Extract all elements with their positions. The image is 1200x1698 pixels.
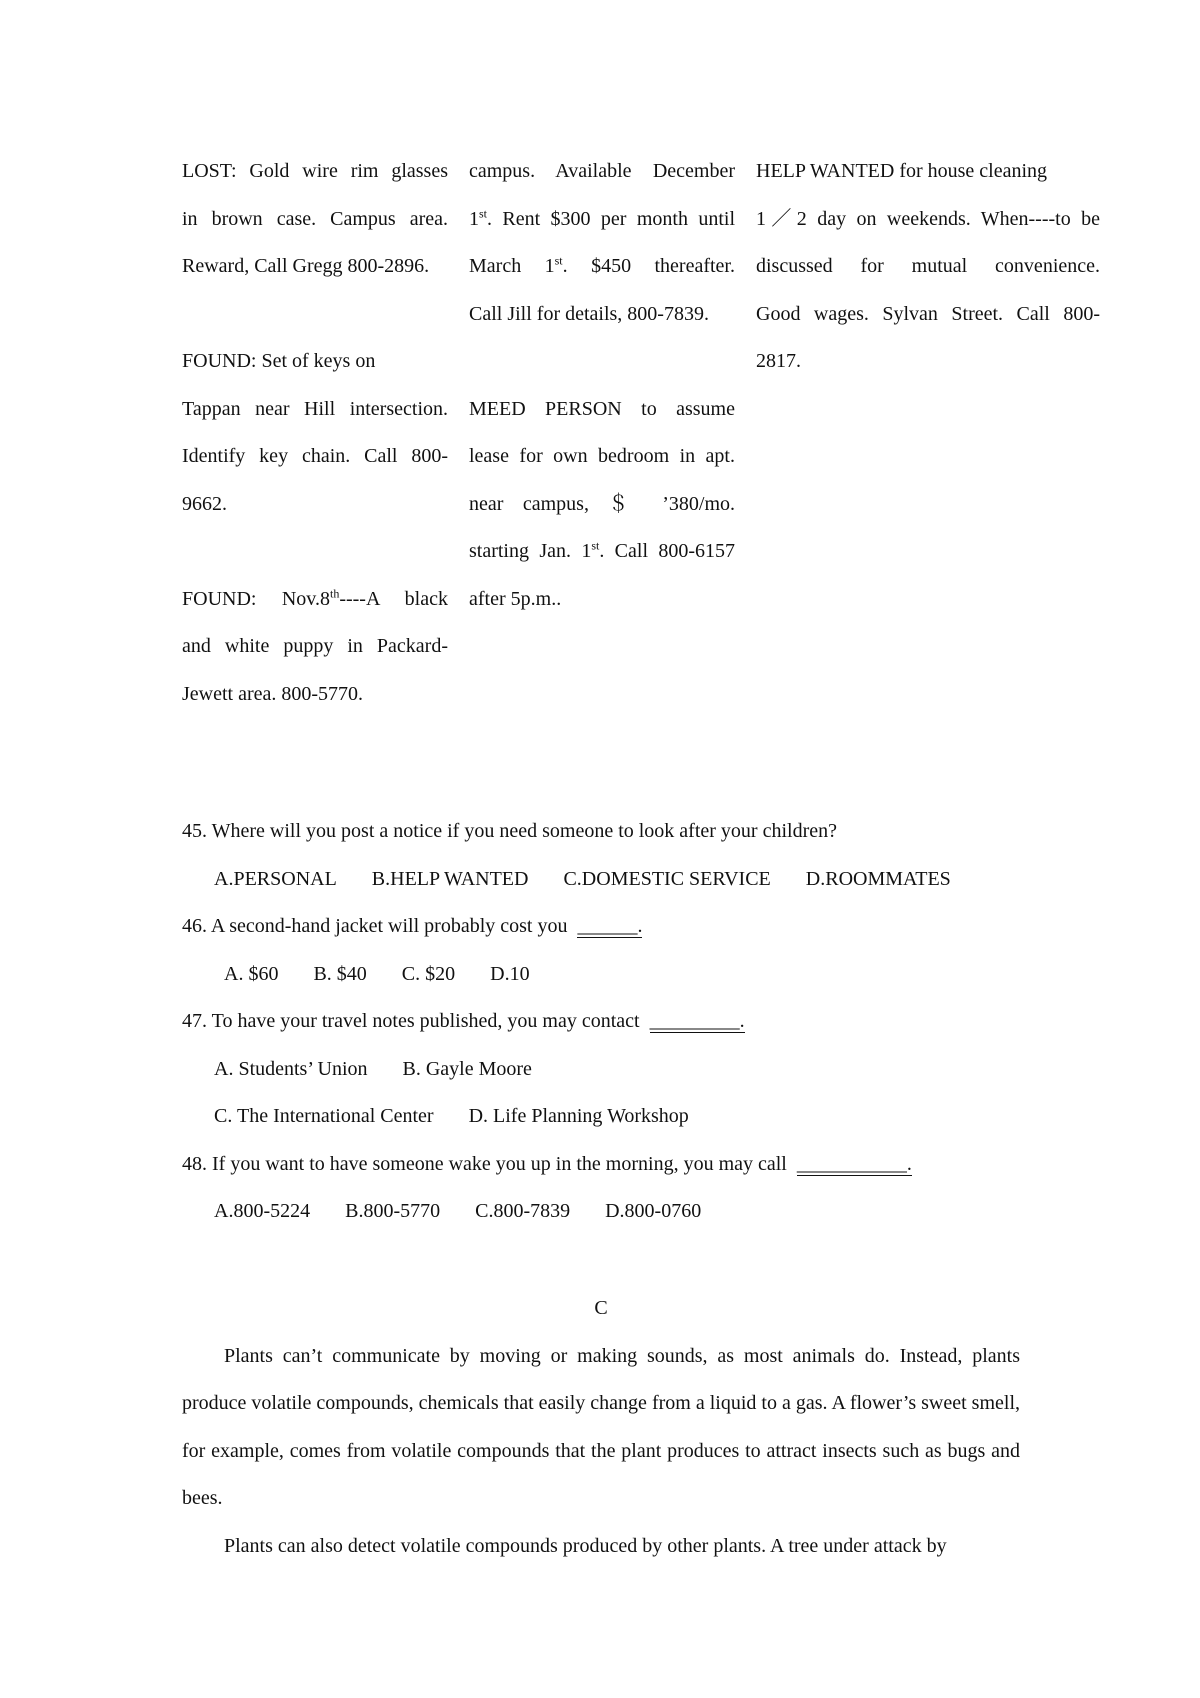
ad-line: lease for own bedroom in apt. [469,445,735,467]
ad-line: Call Jill for details, 800-7839. [469,302,709,325]
ad-text: ----A black [339,587,448,610]
option: C. $20 [401,962,456,985]
ad-apartment-rent [469,148,735,338]
question-45-options [182,856,1102,904]
option: B.800-5770 [345,1200,441,1222]
ad-line: Reward, Call Gregg 800-2896. [182,255,430,277]
paragraph: Plants can also detect volatile compounds produced by other plants. A tree under attack by [224,1534,947,1557]
question-45: 45. Where will you post a notice if you need someone to look after your children? [182,820,837,842]
ad-text: March 1 [469,255,555,277]
ad-line [469,196,735,244]
option: A.PERSONAL [214,867,337,890]
ad-line: FOUND: Set of keys on [182,350,376,372]
question-47-options-row2 [182,1093,1102,1141]
ad-line: Identify key chain. Call 800- [182,445,448,467]
option: C.800-7839 [475,1200,571,1222]
answer-blank: _________. [649,1010,745,1032]
ad-line: Tappan near Hill intersection. [182,397,448,420]
paragraph: Plants can’t communicate by moving or making sounds, as most animals do. Instead, plants produce volatile compounds, chemicals that easily change from a liquid to a gas. A flower’s sweet smell, for example, comes from volatile compounds that the plant produces to attract insects such as bugs and bees. [182,1344,1020,1509]
option: D.800-0760 [605,1200,702,1222]
ad-line: 2817. [756,350,801,372]
ad-text: . Rent $300 per month until [487,207,735,230]
ad-line [182,576,448,624]
question-stem: 47. To have your travel notes published, you may contact [182,1010,640,1032]
ad-lost-glasses [182,148,448,291]
option: C. The International Center [214,1105,434,1127]
option: B. Gayle Moore [402,1057,532,1080]
ad-line: after 5p.m.. [469,587,562,610]
ad-line: near campus, ＄ ’380/mo. [469,492,735,515]
ad-line: MEED PERSON to assume [469,397,735,420]
question-47-options-row1 [182,1046,1102,1094]
question-47 [182,998,1102,1046]
option: D.10 [490,962,530,985]
question-stem: 46. A second-hand jacket will probably cost you [182,915,568,937]
answer-blank: ______. [577,915,643,937]
ad-line [469,528,735,576]
ad-found-puppy [182,576,448,719]
option: C.DOMESTIC SERVICE [563,867,771,890]
ad-line: LOST: Gold wire rim glasses [182,160,448,182]
ad-sup: st [554,253,563,268]
ad-need-person [469,386,735,624]
ad-text: FOUND: Nov.8 [182,587,330,610]
option: B.HELP WANTED [371,867,529,890]
question-46 [182,903,1102,951]
ads-column-2 [469,148,735,623]
ad-line: 1／2 day on weekends. When----to be [756,207,1100,230]
option: A. $60 [224,962,279,985]
question-48-options [182,1188,1102,1236]
ad-sup: st [479,205,488,220]
ad-help-wanted [756,148,1100,386]
reading-section-c [182,1285,1020,1570]
ad-found-keys [182,338,448,528]
ad-text: 1 [469,207,479,230]
ad-sup: th [329,585,340,600]
ad-text: . Call 800-6157 [599,540,735,562]
ad-line: 9662. [182,492,227,515]
ad-line: Jewett area. 800-5770. [182,682,364,705]
question-46-options [182,951,1102,999]
ads-column-1 [182,148,448,718]
option: B. $40 [313,962,367,985]
ad-line: and white puppy in Packard- [182,635,448,657]
question-48 [182,1141,1102,1189]
ad-line: HELP WANTED for house cleaning [756,160,1048,182]
ad-text: . $450 thereafter. [562,255,735,277]
ad-line: in brown case. Campus area. [182,207,448,230]
ad-sup: st [591,538,600,553]
ad-line: Good wages. Sylvan Street. Call 800- [756,302,1100,325]
questions-block [182,808,1102,1236]
option: A.800-5224 [214,1200,311,1222]
option: D. Life Planning Workshop [468,1105,689,1127]
ad-text: starting Jan. 1 [469,540,592,562]
ads-column-3 [756,148,1100,386]
answer-blank: ___________. [796,1152,912,1175]
option: A. Students’ Union [214,1057,368,1080]
question-stem: 48. If you want to have someone wake you up in the morning, you may call [182,1152,787,1175]
ad-line [469,243,735,291]
option: D.ROOMMATES [805,867,951,890]
ad-line: discussed for mutual convenience. [756,255,1100,277]
section-title: C [594,1297,608,1319]
ad-line: campus. Available December [469,160,735,182]
